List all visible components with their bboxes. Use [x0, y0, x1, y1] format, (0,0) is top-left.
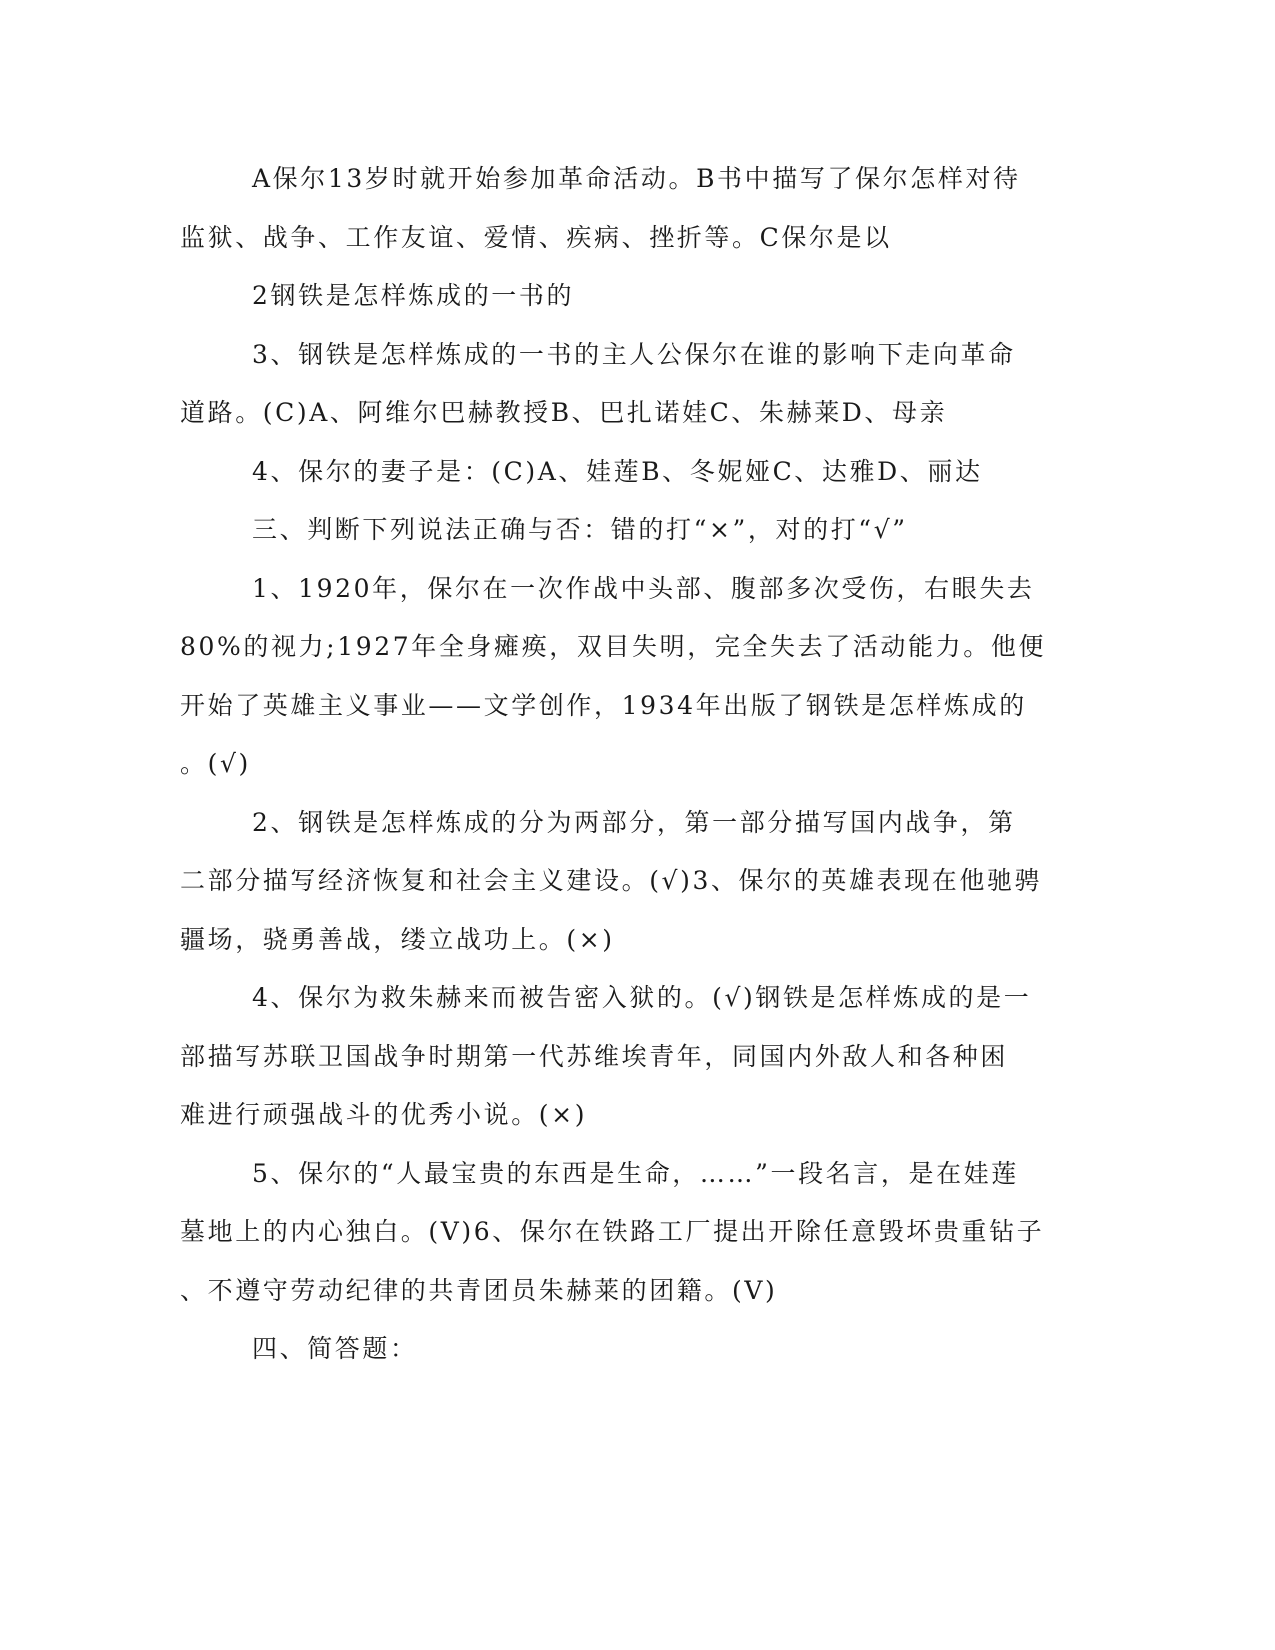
- question-4-line: 4、保尔的妻子是：(C)A、娃莲B、冬妮娅C、达雅D、丽达: [252, 456, 983, 486]
- judgment-5-line: 5、保尔的“人最宝贵的东西是生命，……”一段名言，是在娃莲: [252, 1158, 1019, 1188]
- judgment-1-answer: 。(√): [180, 749, 251, 778]
- judgment-1-line: 开始了英雄主义事业——文学创作，1934年出版了钢铁是怎样炼成的: [180, 690, 1027, 720]
- text-line: 2钢铁是怎样炼成的一书的: [252, 281, 575, 310]
- question-3-options: 道路。(C)A、阿维尔巴赫教授B、巴扎诺娃C、朱赫莱D、母亲: [180, 398, 948, 427]
- judgment-4-line: 部描写苏联卫国战争时期第一代苏维埃青年，同国内外敌人和各种困: [180, 1041, 1009, 1071]
- judgment-6-line: 、不遵守劳动纪律的共青团员朱赫莱的团籍。(V): [180, 1275, 778, 1305]
- judgment-4-line: 难进行顽强战斗的优秀小说。(×): [180, 1100, 588, 1129]
- judgment-1-line: 80%的视力;1927年全身瘫痪，双目失明，完全失去了活动能力。他便: [180, 632, 1047, 661]
- judgment-1-line: 1、1920年，保尔在一次作战中头部、腹部多次受伤，右眼失去: [252, 573, 1035, 603]
- section-3-heading: 三、判断下列说法正确与否：错的打“×”，对的打“√”: [252, 515, 908, 544]
- judgment-2-line: 2、钢铁是怎样炼成的分为两部分，第一部分描写国内战争，第: [252, 807, 1016, 837]
- text-line: 监狱、战争、工作友谊、爱情、疾病、挫折等。C保尔是以: [180, 222, 892, 252]
- question-3-line: 3、钢铁是怎样炼成的一书的主人公保尔在谁的影响下走向革命: [252, 339, 1016, 369]
- judgment-4-line: 4、保尔为救朱赫来而被告密入狱的。(√)钢铁是怎样炼成的是一: [252, 983, 1032, 1012]
- judgment-5-line: 墓地上的内心独白。(V)6、保尔在铁路工厂提出开除任意毁坏贵重钻子: [180, 1217, 1045, 1246]
- section-4-heading: 四、简答题：: [252, 1334, 418, 1363]
- judgment-2-line: 二部分描写经济恢复和社会主义建设。(√)3、保尔的英雄表现在他驰骋: [180, 866, 1043, 895]
- judgment-3-line: 疆场，骁勇善战，缕立战功上。(×): [180, 924, 615, 954]
- text-line: A保尔13岁时就开始参加革命活动。B书中描写了保尔怎样对待: [252, 164, 1021, 193]
- document-page: [180, 150, 1047, 1379]
